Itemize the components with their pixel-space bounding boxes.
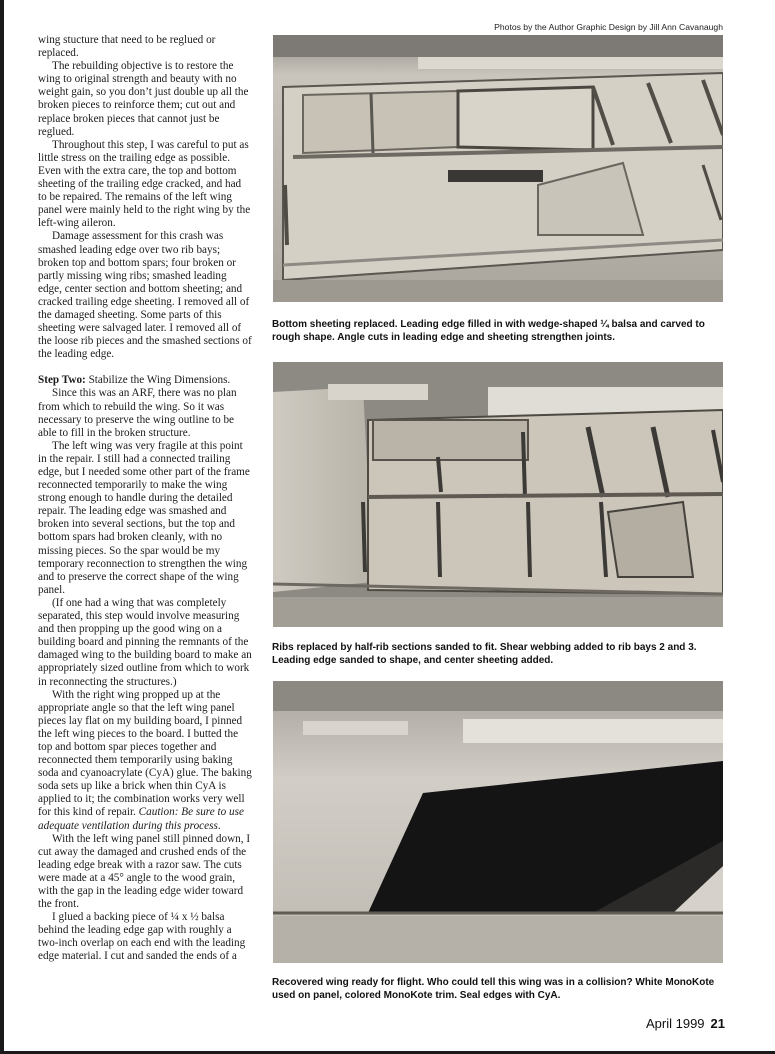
paragraph: Since this was an ARF, there was no plan from which to rebuild the wing. So it was necessary to preserve the wing outline to be able to fill in the broken structure. [38, 387, 237, 439]
article-body [38, 34, 252, 964]
photo-bottom-sheeting-image [273, 35, 723, 302]
page-number: 21 [710, 1016, 725, 1031]
step-heading [38, 374, 252, 387]
paragraph: The rebuilding objective is to restore the wing to original strength and beauty with no weight gain, so you don’t just double up all the broken pieces to reinforce them; cut out and replace broken pieces that cannot just be reglued. [38, 60, 249, 138]
paragraph: wing stucture that need to be reglued or replaced. [38, 34, 216, 60]
photo-recovered-wing [273, 681, 723, 963]
paragraph: The left wing was very fragile at this point in the repair. I still had a connected trailing edge, but I needed some other part of the frame reconnected temporarily to make the wing strong enough to handle during the detailed repair. The leading edge was smashed and broken into several sections, but the top and bottom spars had broken cleanly, with no missing pieces. So the spar would be my temporary reconnection to strengthen the wing and to preserve the correct shape of the wing panel. [38, 439, 250, 596]
photo-ribs-replaced-image [273, 362, 723, 627]
paragraph: (If one had a wing that was completely separated, this step would involve measuring and then propping up the good wing on a building board and pinning the remnants of the damaged wing to the building board to make an appropriately sized outline from which to work in reconnecting the structures.) [38, 596, 252, 688]
paragraph-text: With the right wing propped up at the appropriate angle so that the left wing panel pieces lay flat on my building board, I pinned the left wing pieces to the board. I butted the top and bottom spar pieces together and reconnected them temporarily using baking soda and cyanoacrylate (CyA) glue. The baking soda sets up like a brick when thin CyA is applied to it; the combination works very well for this kind of repair. [38, 688, 252, 819]
caution-note: Caution: Be sure to use adequate ventilation during this process [38, 806, 244, 832]
caption-photo-2: Ribs replaced by half-rib sections sanded to fit. Shear webbing added to rib bays 2 and 3. Leading edge sanded to shape, and center sheeting added. [272, 642, 697, 666]
paragraph-end: . [217, 819, 221, 832]
paragraph: With the left wing panel still pinned down, I cut away the damaged and crushed ends of the leading edge break with a razor saw. The cuts were made at a 45° angle to the wood grain, with the gap in the leading edge wider toward the front. [38, 832, 251, 911]
paragraph: I glued a backing piece of ¼ x ½ balsa behind the leading edge gap with roughly a two-inch overlap on each end with the leading edge material. I cut and sanded the ends of a [38, 911, 246, 963]
caption-photo-1: Bottom sheeting replaced. Leading edge filled in with wedge-shaped ¼ balsa and carved to rough shape. Angle cuts in leading edge and sheeting strengthen joints. [272, 319, 705, 343]
paragraph: Damage assessment for this crash was smashed leading edge over two rib bays; broken top and bottom spars; four broken or partly missing wing ribs; smashed leading edge, center section and bottom sheeting; and cracked trailing edge sheeting. I removed all of the damaged sheeting. Some parts of this sheeting were salvaged later. I removed all of the loose rib pieces and the smashed sections of the leading edge. [38, 230, 252, 361]
paragraph [38, 689, 252, 833]
photo-bottom-sheeting [273, 35, 723, 302]
page-footer [646, 1016, 725, 1031]
issue-date: April 1999 [645, 1016, 705, 1031]
photo-recovered-wing-image [273, 681, 723, 963]
caption-photo-3: Recovered wing ready for flight. Who could tell this wing was in a collision? White MonoKote used on panel, colored MonoKote trim. Seal edges with CyA. [272, 977, 715, 1001]
photo-credits: Photos by the Author Graphic Design by Jill Ann Cavanaugh [494, 22, 723, 32]
photo-ribs-replaced [273, 362, 723, 627]
paragraph: Throughout this step, I was careful to put as little stress on the trailing edge as possible. Even with the extra care, the top and bottom sheeting of the trailing edge cracked, and had to be repaired. The remains of the left wing panel were mainly held to the right wing by the left-wing aileron. [38, 138, 251, 230]
step-title: Stabilize the Wing Dimensions. [85, 374, 231, 387]
step-label: Step Two: [38, 374, 86, 387]
